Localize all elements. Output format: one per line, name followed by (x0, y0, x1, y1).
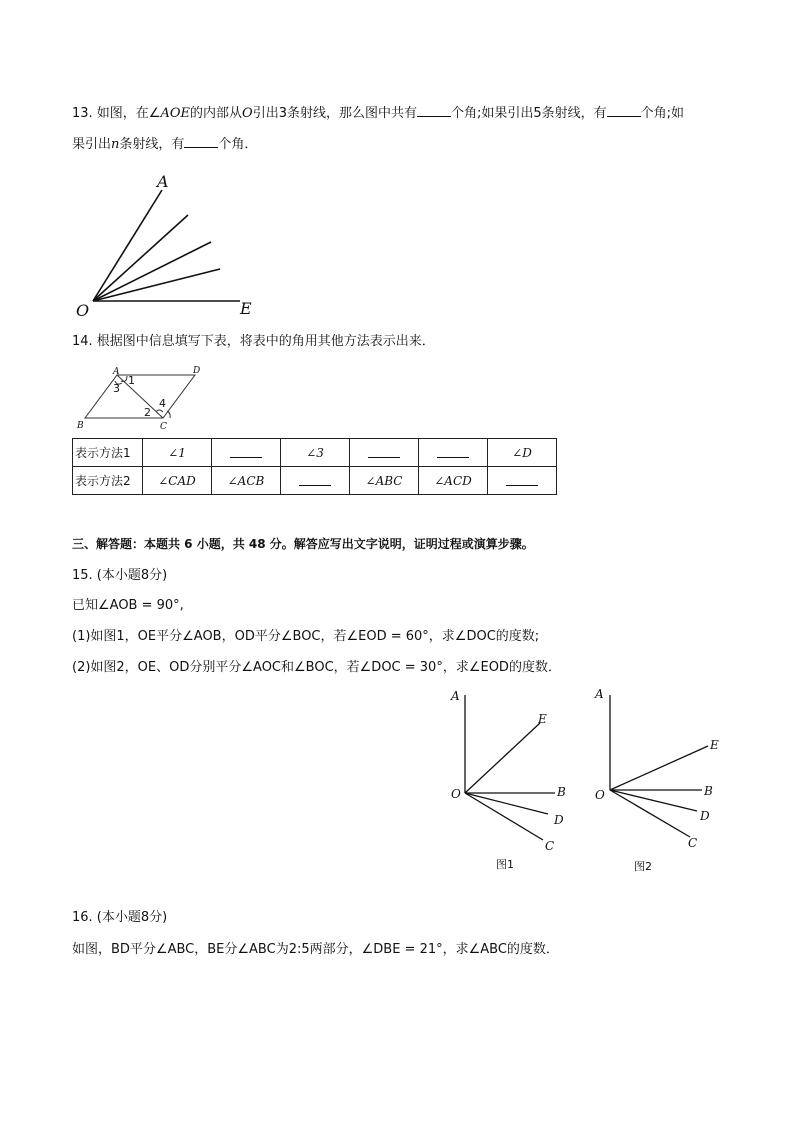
table-row (73, 467, 557, 495)
row1-blank-cell[interactable] (419, 439, 488, 467)
fig1-caption: 图1 (496, 858, 514, 871)
table-row (73, 439, 557, 467)
q15-figure-1 (445, 685, 585, 875)
q13-text-j: 个角． (218, 137, 258, 152)
fig1-label-d: D (554, 813, 564, 827)
q13-text-h: 果引出 (72, 137, 112, 152)
q15-title: 15. (本小题8分) (72, 568, 168, 583)
fig1-label-c: C (545, 839, 555, 853)
q16-question: 如图，BD平分∠ABC，BE分∠ABC为2:5两部分，∠DBE = 21°，求∠ABC的度数． (72, 942, 559, 957)
q13-text-g: 个角;如 (640, 106, 685, 121)
q16-title: 16. (本小题8分) (72, 910, 168, 925)
row1-blank-cell[interactable] (212, 439, 281, 467)
q14-angle-table (72, 438, 557, 495)
row2-header: 表示方法2 (73, 467, 143, 495)
row1-cell: ∠D (488, 439, 557, 467)
q14-label-a: A (113, 367, 120, 377)
q14-label-d: D (193, 366, 201, 376)
q13-line-1 (72, 103, 684, 124)
fig2-label-o: O (595, 788, 605, 802)
q13-text-c: 的内部从 (190, 106, 243, 121)
fig2-caption: 图2 (634, 860, 652, 873)
row2-cell: ∠ACD (419, 467, 488, 495)
fig2-label-b: B (704, 784, 713, 798)
row2-blank-cell[interactable] (488, 467, 557, 495)
q13-angle-name: AOE (160, 106, 191, 121)
q13-answer-blank-1[interactable] (417, 103, 451, 117)
q13-text-e: 引出3条射线，那么图中共有 (252, 106, 417, 121)
q13-text-a: 13. 如图，在∠ (72, 106, 161, 121)
q13-text-f: 个角;如果引出5条射线，有 (450, 106, 607, 121)
q13-point-o: O (242, 106, 253, 121)
q13-answer-blank-3[interactable] (184, 134, 218, 148)
q13-label-e: E (240, 299, 252, 318)
row1-cell: ∠1 (143, 439, 212, 467)
q13-label-a: A (157, 172, 169, 191)
fig1-label-o: O (451, 787, 461, 801)
row1-cell: ∠3 (281, 439, 350, 467)
q14-figure-parallelogram (75, 362, 215, 432)
fig1-label-b: B (557, 785, 566, 799)
q13-figure-rays (70, 170, 270, 320)
row1-header: 表示方法1 (73, 439, 143, 467)
row2-cell: ∠ACB (212, 467, 281, 495)
q13-line-2 (72, 134, 257, 155)
section-3-heading: 三、解答题：本题共 6 小题，共 48 分。解答应写出文字说明，证明过程或演算步骤。 (72, 537, 534, 551)
q14-question: 14. 根据图中信息填写下表，将表中的角用其他方法表示出来． (72, 334, 435, 349)
q15-figure-2 (590, 685, 730, 875)
row2-cell: ∠ABC (350, 467, 419, 495)
fig2-label-c: C (688, 836, 698, 850)
q15-given: 已知∠AOB = 90°, (72, 598, 184, 613)
row2-cell: ∠CAD (143, 467, 212, 495)
q13-text-i: 条射线，有 (119, 137, 185, 152)
q15-part-1: (1)如图1，OE平分∠AOB，OD平分∠BOC，若∠EOD = 60°，求∠DOC的度数; (72, 629, 540, 644)
q13-label-o: O (76, 301, 90, 320)
fig1-label-e: E (538, 712, 547, 726)
q14-label-2: 2 (144, 406, 151, 419)
q13-answer-blank-2[interactable] (607, 103, 641, 117)
q14-label-b: B (77, 421, 84, 431)
q14-label-4: 4 (159, 397, 166, 410)
fig2-label-a: A (595, 687, 604, 701)
row1-blank-cell[interactable] (350, 439, 419, 467)
fig2-label-e: E (710, 738, 719, 752)
q14-label-c: C (160, 422, 167, 432)
q13-var-n: n (111, 137, 120, 152)
q15-part-2: (2)如图2，OE、OD分别平分∠AOC和∠BOC，若∠DOC = 30°，求∠EOD的度数． (72, 660, 561, 675)
q14-label-1: 1 (128, 374, 135, 387)
q14-label-3: 3 (113, 382, 120, 395)
fig1-label-a: A (451, 689, 460, 703)
row2-blank-cell[interactable] (281, 467, 350, 495)
fig2-label-d: D (700, 809, 710, 823)
